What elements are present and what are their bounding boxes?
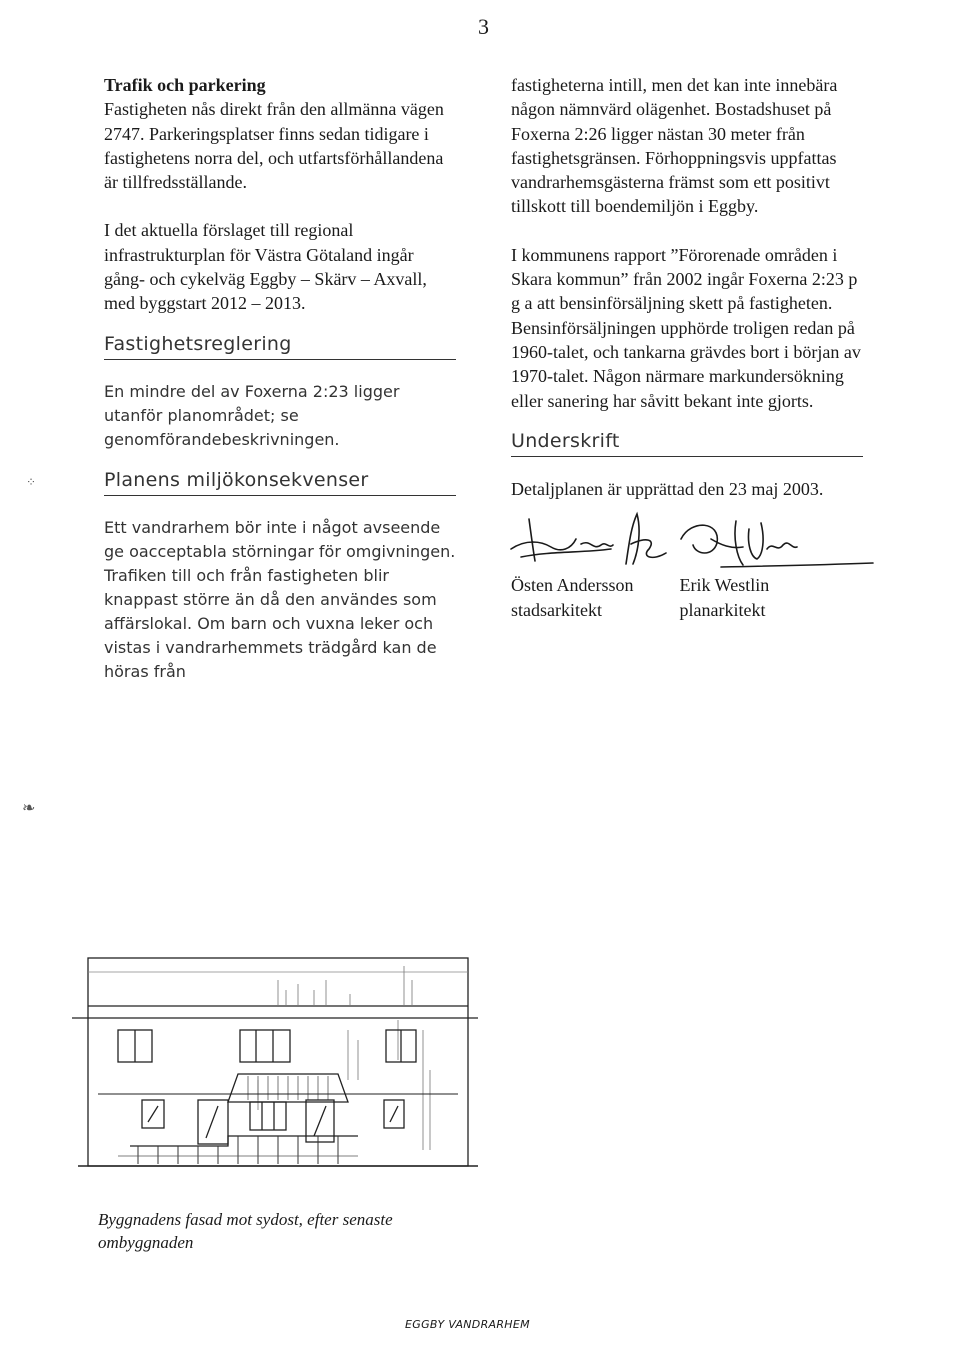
fastighetsreglering-heading: Fastighetsreglering bbox=[104, 332, 456, 360]
trafik-paragraph: Fastigheten nås direkt från den allmänna vägen 2747. Parkeringsplatser finns sedan tidigare i fastighetens norra del, och utfartsförhållandena är tillfredsställande. bbox=[104, 99, 444, 193]
right-column bbox=[511, 73, 863, 622]
signer1-name: Östen Andersson bbox=[511, 575, 634, 596]
signers bbox=[511, 573, 863, 622]
fororenade-paragraph: I kommunens rapport ”Förorenade områden i Skara kommun” från 2002 ingår Foxerna 2:23 p g a att bensinförsäljning skett på fastigheten. Bensinförsäljningen upphörde troligen redan på 1960-talet, och tankarna grävdes bort i början av 1970-talet. Någon närmare markundersökning eller sanering har såvitt bekant inte gjorts. bbox=[511, 244, 861, 411]
page-number: 3 bbox=[478, 14, 489, 39]
signature-area bbox=[511, 509, 863, 573]
scan-speck: ❧ bbox=[22, 800, 36, 817]
continuation-paragraph: fastigheterna intill, men det kan inte innebära någon nämnvärd olägenhet. Bostadshuset på Foxerna 2:26 ligger nästan 30 meter från fastighetsgränsen. Förhoppningsvis uppfattas vandrarhemsgästerna främst som ett positivt tillskott till boendemiljön i Eggby. bbox=[511, 75, 838, 217]
trafik-heading: Trafik och parkering bbox=[104, 75, 266, 95]
underskrift-heading: Underskrift bbox=[511, 429, 863, 457]
page-footer: EGGBY VANDRARHEM bbox=[405, 1318, 530, 1331]
signer2-name: Erik Westlin bbox=[679, 575, 770, 596]
infra-paragraph: I det aktuella förslaget till regional infrastrukturplan för Västra Götaland ingår gång- och cykelväg Eggby – Skärv – Axvall, med byggstart 2012 – 2013. bbox=[104, 220, 427, 314]
signer-erik bbox=[680, 573, 770, 622]
signer-osten bbox=[511, 573, 634, 622]
upper-window bbox=[240, 1030, 290, 1062]
handwritten-signatures bbox=[481, 509, 881, 575]
lower-window bbox=[250, 1102, 286, 1130]
miljo-paragraph: Ett vandrarhem bör inte i något avseende ge oacceptabla störningar för omgivningen. Trafiken till och från fastigheten blir knappast större än då den användes som affärslokal. Om barn och vuxna leker och vistas i vandrarhemmets trädgård kan de höras från bbox=[104, 518, 456, 682]
date-paragraph: Detaljplanen är upprättad den 23 maj 2003. bbox=[511, 479, 824, 500]
lower-window bbox=[198, 1100, 228, 1144]
figure-caption: Byggnadens fasad mot sydost, efter senaste ombyggnaden bbox=[98, 1210, 393, 1252]
scan-speck: ⁘ bbox=[26, 475, 37, 489]
fastighetsreglering-paragraph: En mindre del av Foxerna 2:23 ligger utanför planområdet; se genomförandebeskrivningen. bbox=[104, 381, 400, 449]
building-facade-drawing bbox=[58, 950, 488, 1180]
left-column bbox=[104, 73, 456, 684]
signer1-title: stadsarkitekt bbox=[511, 599, 602, 620]
miljo-heading: Planens miljökonsekvenser bbox=[104, 468, 456, 496]
signer2-title: planarkitekt bbox=[679, 599, 766, 620]
